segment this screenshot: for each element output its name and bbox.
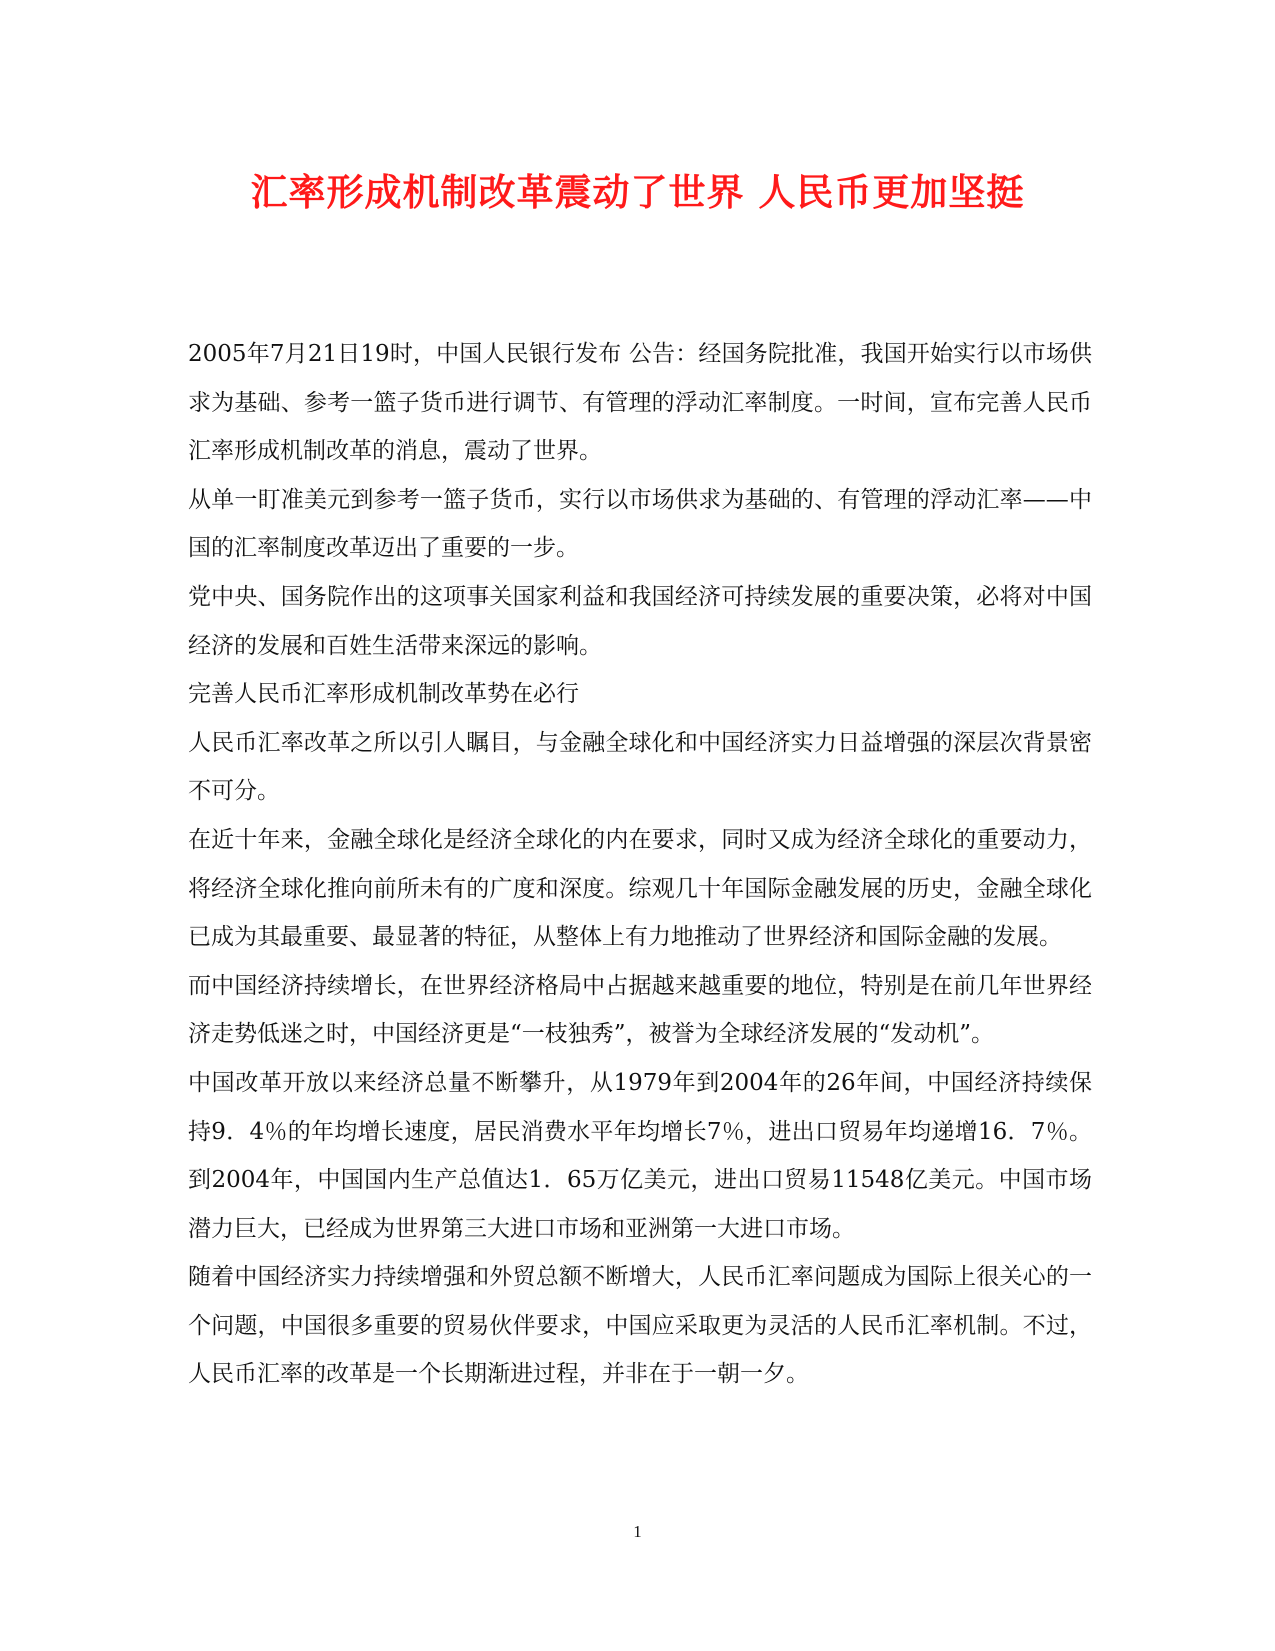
paragraph: 党中央、国务院作出的这项事关国家利益和我国经济可持续发展的重要决策，必将对中国经济的发展和百姓生活带来深远的影响。 — [188, 583, 1092, 659]
paragraph: 随着中国经济实力持续增强和外贸总额不断增大，人民币汇率问题成为国际上很关心的一个问题，中国很多重要的贸易伙伴要求，中国应采取更为灵活的人民币汇率机制。不过，人民币汇率的改革是一个长期渐进过程，并非在于一朝一夕。 — [188, 1264, 1092, 1388]
paragraph: 从单一盯准美元到参考一篮子货币，实行以市场供求为基础的、有管理的浮动汇率——中国的汇率制度改革迈出了重要的一步。 — [188, 486, 1092, 562]
section-heading: 完善人民币汇率形成机制改革势在必行 — [188, 681, 579, 708]
document-body — [188, 330, 1092, 1399]
paragraph: 2005年7月21日19时，中国人民银行发布 公告：经国务院批准，我国开始实行以市场供求为基础、参考一篮子货币进行调节、有管理的浮动汇率制度。一时间，宣布完善人民币汇率形成机制改革的消息，震动了世界。 — [188, 341, 1092, 465]
paragraph: 在近十年来，金融全球化是经济全球化的内在要求，同时又成为经济全球化的重要动力，将经济全球化推向前所未有的广度和深度。综观几十年国际金融发展的历史，金融全球化已成为其最重要、最显著的特征，从整体上有力地推动了世界经济和国际金融的发展。 — [188, 826, 1092, 951]
paragraph: 而中国经济持续增长，在世界经济格局中占据越来越重要的地位，特别是在前几年世界经济走势低迷之时，中国经济更是“一枝独秀”，被誉为全球经济发展的“发动机”。 — [188, 972, 1092, 1048]
paragraph: 中国改革开放以来经济总量不断攀升，从1979年到2004年的26年间，中国经济持续保持9．4％的年均增长速度，居民消费水平年均增长7％，进出口贸易年均递增16．7％。到2004年，中国国内生产总值达1．65万亿美元，进出口贸易11548亿美元。中国市场潜力巨大，已经成为世界第三大进口市场和亚洲第一大进口市场。 — [188, 1069, 1092, 1242]
paragraph: 人民币汇率改革之所以引人瞩目，与金融全球化和中国经济实力日益增强的深层次背景密不可分。 — [188, 729, 1092, 805]
page-number: 1 — [633, 1522, 642, 1541]
document-title: 汇率形成机制改革震动了世界 人民币更加坚挺 — [250, 170, 1025, 214]
